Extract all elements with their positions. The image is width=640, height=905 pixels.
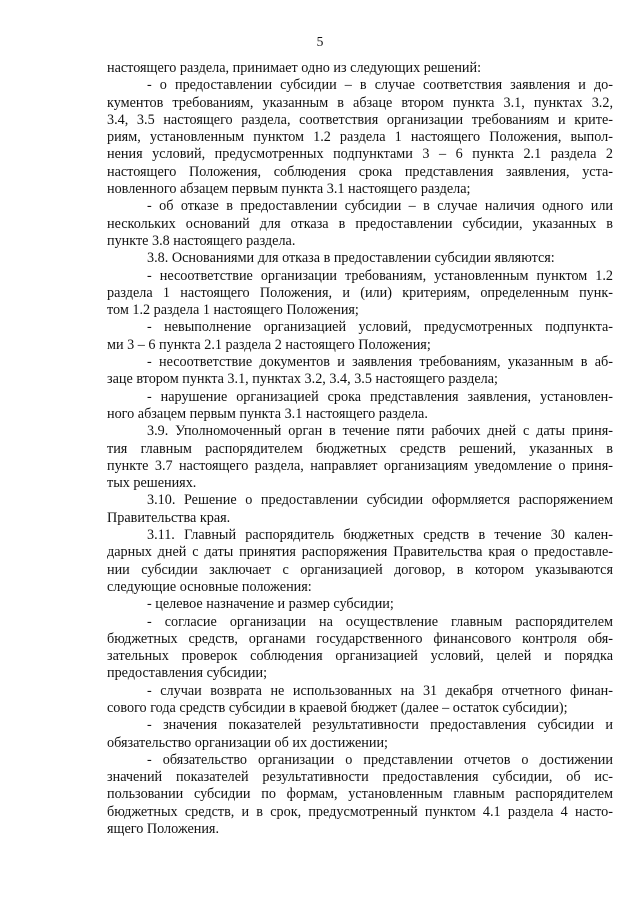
text-line: тых решениях. — [107, 475, 197, 492]
text-line: пользовании субсидии по формам, установленным главным распорядителем — [107, 786, 613, 803]
text-line: нения условий, предусмотренных подпунктами 3 – 6 пункта 2.1 раздела 2 — [107, 146, 613, 163]
text-line: 3.11. Главный распорядитель бюджетных средств в течение 30 кален- — [147, 527, 613, 544]
text-line: новленного абзацем первым пункта 3.1 настоящего раздела; — [107, 181, 471, 198]
text-line: зательных проверок соблюдения организацией условий, целей и порядка — [107, 648, 613, 665]
text-line: раздела 1 настоящего Положения, и (или) критериям, определенным пунк- — [107, 284, 613, 301]
text-line: нескольких оснований для отказа в предоставлении субсидии, указанных в — [107, 215, 613, 232]
text-line: обязательство организации об их достижении; — [107, 734, 388, 751]
text-line: следующие основные положения: — [107, 578, 312, 595]
document-body — [107, 60, 613, 838]
text-line: 3.10. Решение о предоставлении субсидии оформляется распоряжением — [147, 492, 613, 509]
text-line: - согласие организации на осуществление главным распорядителем — [147, 613, 613, 630]
text-line: пункте 3.8 настоящего раздела. — [107, 232, 296, 249]
page-number: 5 — [316, 34, 324, 49]
text-line: ми 3 – 6 пункта 2.1 раздела 2 настоящего Положения; — [107, 336, 431, 353]
text-line: 3.9. Уполномоченный орган в течение пяти рабочих дней с даты приня- — [147, 423, 613, 440]
text-line: ящего Положения. — [107, 821, 219, 838]
text-line: тия главным распорядителем бюджетных средств решений, указанных в — [107, 440, 613, 457]
text-line: предоставления субсидии; — [107, 665, 268, 682]
text-line: кументов требованиям, указанным в абзаце втором пункта 3.1, пунктах 3.2, — [107, 94, 613, 111]
text-line: - значения показателей результативности предоставления субсидии и — [147, 717, 613, 734]
text-line: - несоответствие документов и заявления требованиям, указанным в аб- — [147, 354, 613, 371]
text-line: том 1.2 раздела 1 настоящего Положения; — [107, 302, 359, 319]
text-line: - об отказе в предоставлении субсидии – в случае наличия одного или — [147, 198, 613, 215]
text-line: риям, установленным пунктом 1.2 раздела 1 настоящего Положения, выпол- — [107, 129, 613, 146]
text-line: - обязательство организации о представлении отчетов о достижении — [147, 751, 613, 768]
text-line: 3.4, 3.5 настоящего раздела, соответствия организации требованиям и крите- — [107, 111, 613, 128]
text-line: 3.8. Основаниями для отказа в предоставлении субсидии являются: — [147, 250, 555, 267]
text-line: - невыполнение организацией условий, предусмотренных подпункта- — [147, 319, 613, 336]
text-line: - целевое назначение и размер субсидии; — [147, 596, 394, 613]
text-line: дарных дней с даты принятия распоряжения Правительства края о предоставле- — [107, 544, 613, 561]
text-line: сового года средств субсидии в краевой бюджет (далее – остаток субсидии); — [107, 699, 568, 716]
text-line: - случаи возврата не использованных на 31 декабря отчетного финан- — [147, 682, 613, 699]
text-line: Правительства края. — [107, 509, 231, 526]
text-line: нии субсидии заключает с организацией договор, в котором указываются — [107, 561, 613, 578]
text-line: значений показателей результативности предоставления субсидии, об ис- — [107, 769, 613, 786]
text-line: бюджетных средств, органами государственного финансового контроля обя- — [107, 630, 613, 647]
text-line: - нарушение организацией срока представления заявления, установлен- — [147, 388, 613, 405]
text-line: настоящего Положения, соблюдения срока представления заявления, уста- — [107, 163, 613, 180]
text-line: бюджетных средств, и в срок, предусмотренный пунктом 4.1 раздела 4 насто- — [107, 803, 613, 820]
text-line: настоящего раздела, принимает одно из следующих решений: — [107, 60, 482, 76]
text-line: ного абзацем первым пункта 3.1 настоящего раздела. — [107, 405, 428, 422]
text-line: - о предоставлении субсидии – в случае соответствия заявления и до- — [147, 77, 613, 94]
text-line: пункте 3.7 настоящего раздела, направляет организациям уведомление о приня- — [107, 457, 613, 474]
text-line: - несоответствие организации требованиям, установленным пунктом 1.2 — [147, 267, 613, 284]
text-line: заце втором пункта 3.1, пунктах 3.2, 3.4, 3.5 настоящего раздела; — [107, 371, 498, 388]
